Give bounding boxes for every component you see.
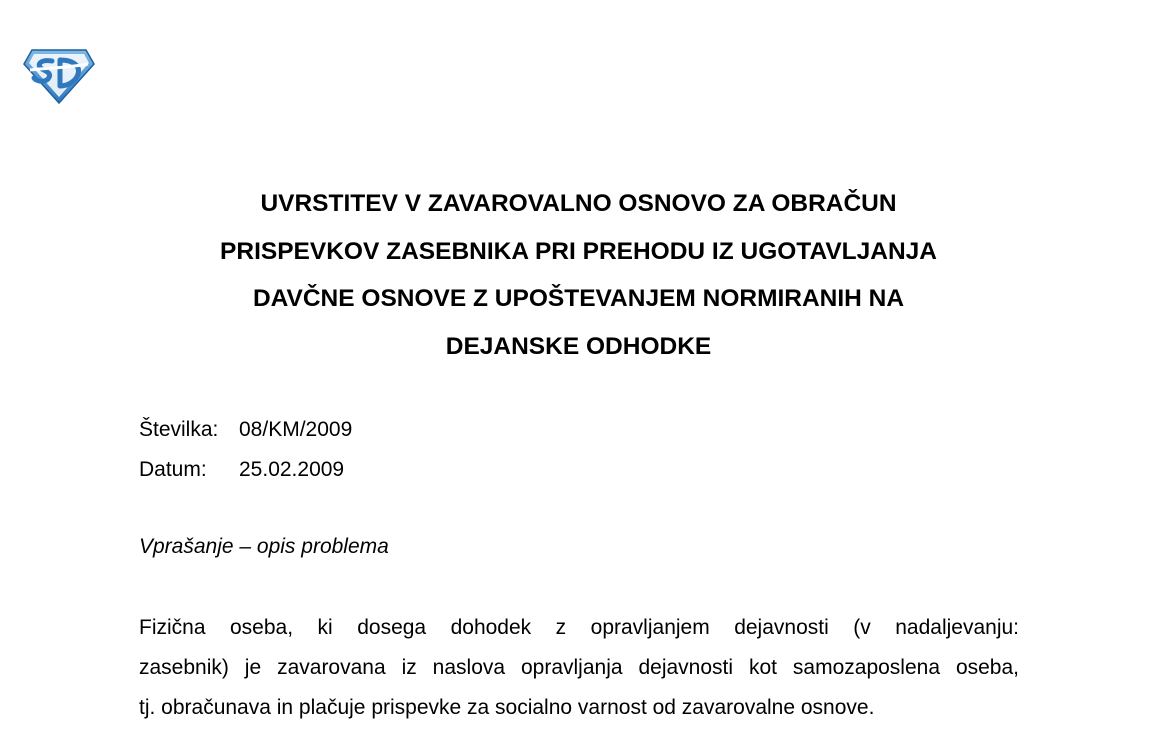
date-label: Datum:: [139, 458, 207, 481]
number-row: [139, 410, 352, 450]
number-label: Številka:: [139, 418, 219, 441]
title-line: UVRSTITEV V ZAVAROVALNO OSNOVO ZA OBRAČUN: [260, 190, 897, 217]
title-line: DAVČNE OSNOVE Z UPOŠTEVANJEM NORMIRANIH NA: [252, 285, 905, 312]
document-title: [0, 180, 1157, 370]
document-meta: [139, 410, 352, 490]
date-value: 25.02.2009: [239, 458, 345, 481]
sd-logo-icon: [22, 48, 96, 104]
question-heading: Vprašanje – opis problema: [139, 535, 389, 558]
title-line: PRISPEVKOV ZASEBNIKA PRI PREHODU IZ UGOTAVLJANJA: [220, 237, 937, 265]
body-paragraph: [139, 608, 1019, 728]
body-line: zasebnik) je zavarovana iz naslova opravljanja dejavnosti kot samozaposlena oseba,: [139, 656, 1019, 679]
number-value: 08/KM/2009: [239, 418, 353, 441]
body-line: tj. obračunava in plačuje prispevke za socialno varnost od zavarovalne osnove.: [139, 696, 875, 719]
title-line: DEJANSKE ODHODKE: [445, 332, 712, 360]
body-line: Fizična oseba, ki dosega dohodek z opravljanjem dejavnosti (v nadaljevanju:: [139, 616, 1019, 639]
date-row: [139, 450, 352, 490]
